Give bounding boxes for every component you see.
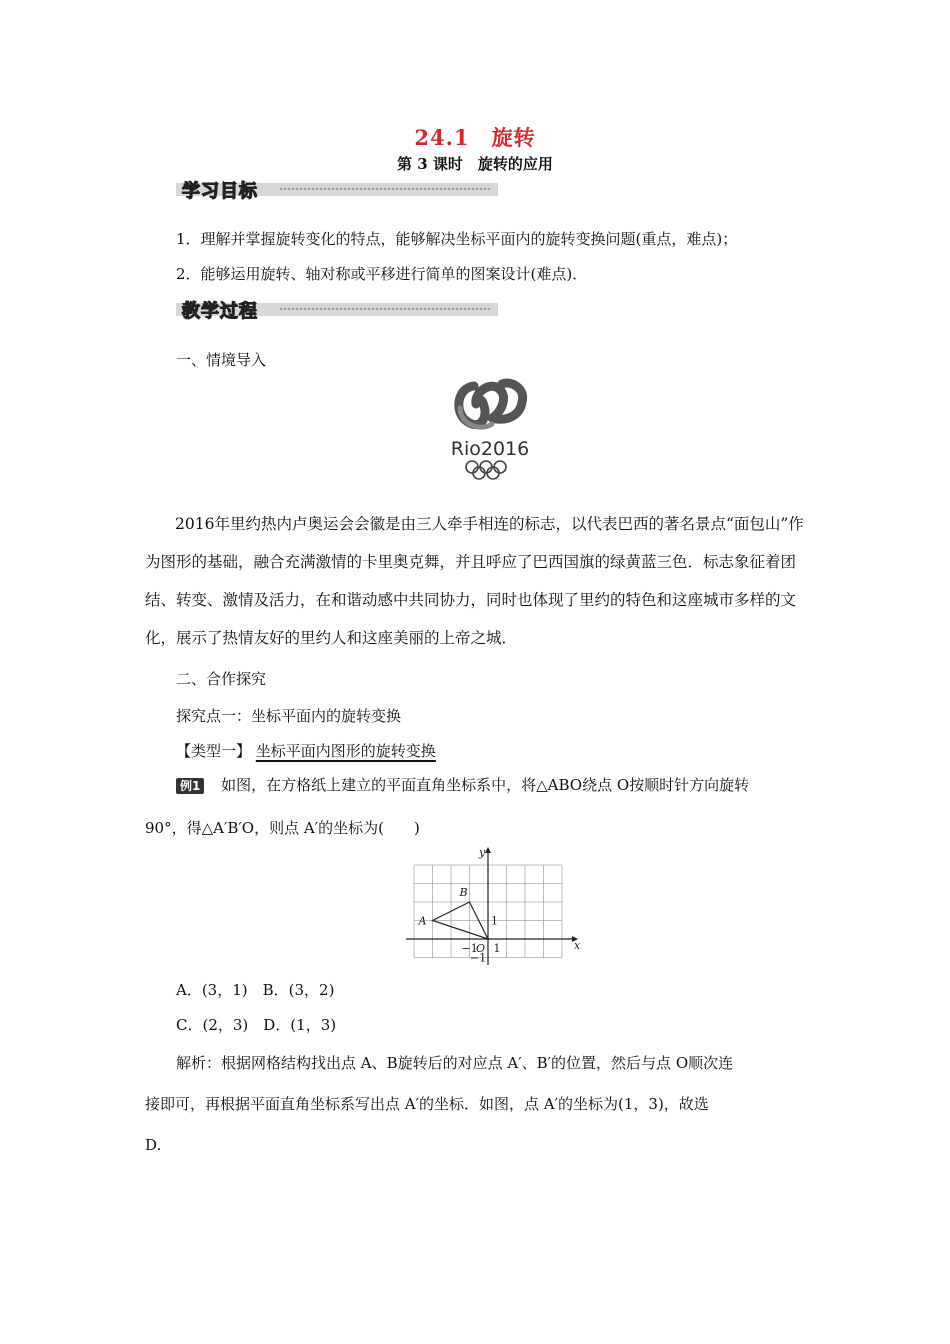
analysis-line-2: 接即可，再根据平面直角坐标系写出点 A′的坐标．如图，点 A′的坐标为(1，3)，故选	[145, 1095, 709, 1113]
y-tick-1: 1	[491, 914, 498, 928]
x-tick-neg1: −1	[461, 942, 478, 955]
y-axis-arrow	[485, 847, 491, 853]
objectives-banner	[176, 180, 498, 202]
example-text-2: 90°，得△A′B′O，则点 A′的坐标为( )	[145, 819, 420, 837]
part2-heading: 二、合作探究	[176, 670, 267, 688]
analysis-line-1: 解析：根据网格结构找出点 A、B旋转后的对应点 A′、B′的位置，然后与点 O顺次连	[176, 1054, 734, 1072]
coordinate-graph	[402, 845, 582, 970]
y-axis-label: y	[479, 846, 486, 859]
example-badge: 例1	[176, 778, 204, 794]
x-tick-1: 1	[493, 942, 501, 955]
example-text-1: 如图，在方格纸上建立的平面直角坐标系中，将△ABO绕点 O按顺时针方向旋转	[221, 776, 750, 794]
intro-paragraph: 2016年里约热内卢奥运会会徽是由三人牵手相连的标志，以代表巴西的著名景点“面包山”作为图形的基础，融合充满激情的卡里奥克舞，并且呼应了巴西国旗的绿黄蓝三色．标志象征着团结、转变、激情及活力，在和谐动感中共同协力，同时也体现了里约的特色和这座城市多样的文化，展示了热情友好的里约人和这座美丽的上帝之城．	[145, 515, 804, 647]
type1-line	[176, 741, 436, 761]
explore-point: 探究点一：坐标平面内的旋转变换	[176, 707, 402, 725]
objectives-label: 学习目标	[182, 181, 258, 202]
point-a-label: A	[418, 914, 427, 928]
rio2016-logo	[446, 378, 534, 488]
part1-heading: 一、情境导入	[176, 351, 267, 369]
olympic-rings-icon	[466, 461, 506, 479]
origin-label: O	[476, 942, 486, 955]
process-label: 教学过程	[182, 301, 258, 322]
options-row-2: C．(2，3) D．(1，3)	[176, 1016, 337, 1034]
type1-title: 坐标平面内图形的旋转变换	[255, 742, 436, 760]
type1-label: 【类型一】	[176, 742, 252, 760]
page-title: 24.1 旋转	[414, 125, 536, 150]
lesson-subtitle: 第 3 课时 旋转的应用	[397, 155, 553, 173]
process-banner	[176, 300, 498, 322]
y-tick-neg1: −1	[470, 951, 487, 965]
analysis-line-3: D.	[145, 1136, 162, 1154]
objective-2: 2．能够运用旋转、轴对称或平移进行简单的图案设计(难点)．	[176, 265, 588, 283]
example-line-1	[176, 775, 749, 795]
objective-1: 1．理解并掌握旋转变化的特点，能够解决坐标平面内的旋转变换问题(重点，难点)；	[176, 230, 738, 248]
point-b-label: B	[459, 886, 468, 899]
options-row-1: A．(3，1) B．(3，2)	[176, 981, 335, 999]
x-axis-label: x	[574, 939, 581, 952]
logo-text: Rio2016	[450, 438, 530, 460]
